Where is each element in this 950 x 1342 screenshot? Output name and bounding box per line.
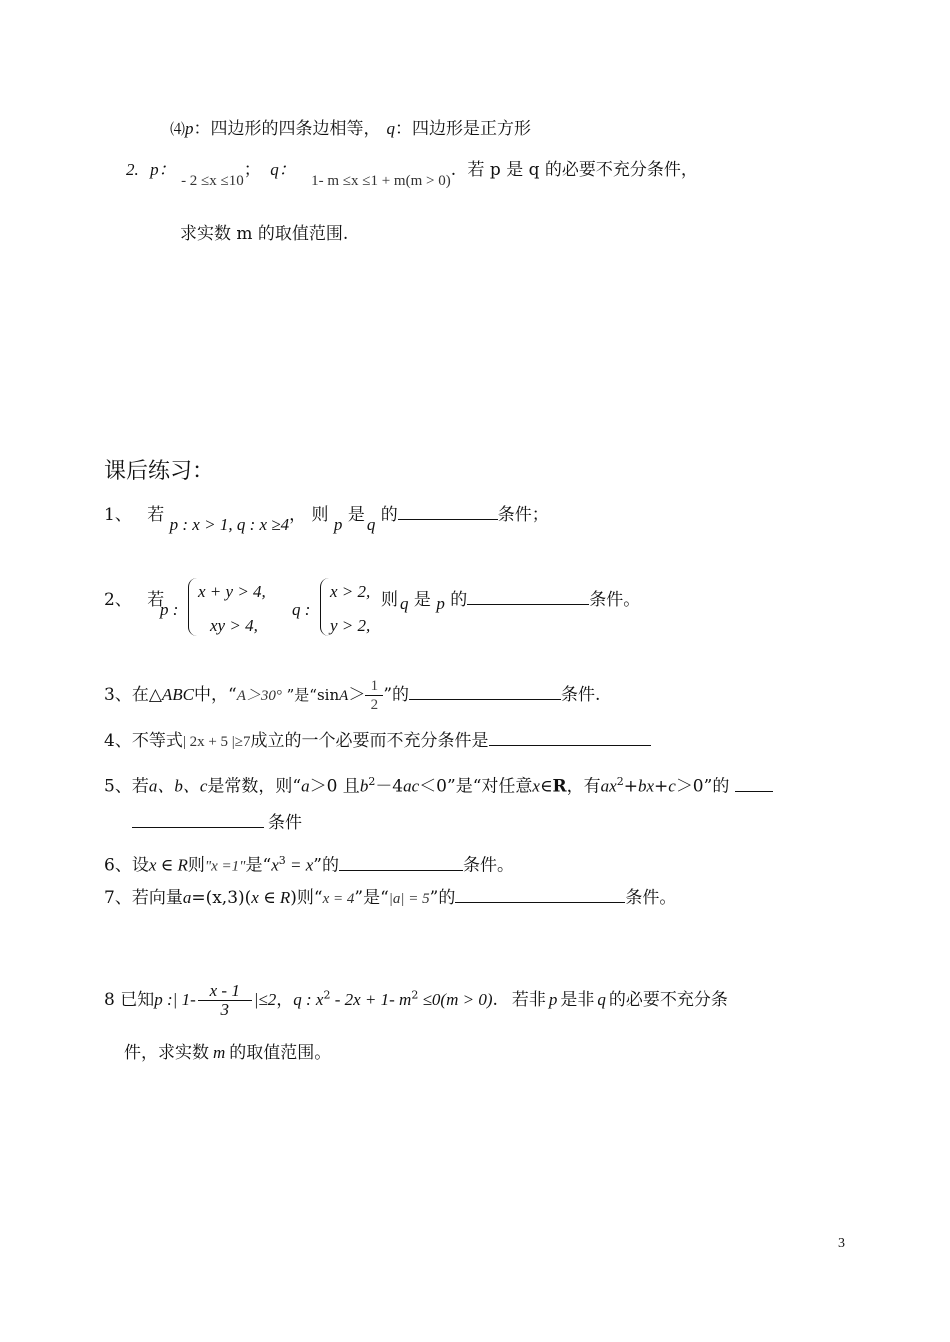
e5-abc: a、b、c xyxy=(148,776,208,796)
e7-expr3: |a| = 5 xyxy=(388,891,430,907)
e5-text-d: －4 xyxy=(375,776,404,797)
q2-p-expr: - 2 ≤x ≤10 xyxy=(181,173,244,189)
exercise-7 xyxy=(104,886,676,911)
e8-after-frac: |≤2 xyxy=(253,990,277,1009)
q2-q-expr: 1- m ≤x ≤1 + m(m > 0) xyxy=(311,173,451,189)
e3-frac-num: 1 xyxy=(370,678,379,694)
e2-head xyxy=(104,588,164,612)
e3-tail: 条件. xyxy=(561,685,601,705)
q4-colon: ： xyxy=(193,119,211,139)
e2-blank xyxy=(467,588,589,605)
e1-shi: 是 xyxy=(347,505,365,525)
e7-text-d: ”是“ xyxy=(354,888,389,908)
e8-q-rest: - 2x + 1- m xyxy=(330,990,412,1009)
e1-tail: 条件； xyxy=(497,505,549,525)
e2-shi: 是 xyxy=(413,590,431,610)
e5-text-a: 5、若 xyxy=(104,776,149,797)
e6-tail: 条件。 xyxy=(462,855,514,876)
e8-text-a: 8 已知 xyxy=(104,990,155,1010)
e8-p: p xyxy=(548,990,558,1009)
q4-line xyxy=(170,117,531,141)
e5-text-g: ，有 xyxy=(566,776,601,797)
e7-expr2: x = 4 xyxy=(322,891,355,907)
e5-c: c xyxy=(668,776,676,796)
e5-text-c: ＞0 且 xyxy=(309,776,360,797)
e6-text-b: 则 xyxy=(187,855,205,876)
exercise-8 xyxy=(104,982,728,1019)
q2-sep: ； xyxy=(243,160,261,180)
e2-tail: 条件。 xyxy=(589,590,641,610)
e1-comma: ， xyxy=(289,505,307,525)
e6-expr1: x ∈ R xyxy=(148,855,188,875)
e8-text-c: 是非 xyxy=(560,990,595,1010)
exercise-5-line-2 xyxy=(132,811,302,835)
e7-text-a: 7、若向量 xyxy=(104,888,183,908)
e7-expr1: x ∈ R xyxy=(251,888,291,907)
e8-comma: ， xyxy=(276,990,294,1010)
e5-x: x xyxy=(532,776,540,796)
e2-de: 的 xyxy=(450,590,468,610)
e5-b: b xyxy=(359,776,369,796)
e5-blank-1 xyxy=(735,775,773,792)
e5-text-f: ∈ xyxy=(539,776,553,797)
e1-blank xyxy=(398,503,498,520)
e1-expr: p : x > 1, q : x ≥4 xyxy=(169,515,290,534)
e6-expr2: "x =1" xyxy=(204,858,246,875)
e5-text-h: + xyxy=(623,776,638,797)
e4-text-a: 4、不等式 xyxy=(104,731,183,751)
e8-fraction xyxy=(198,982,252,1019)
e3-a-cond: A＞30° xyxy=(236,688,282,704)
e8-sup: 2 xyxy=(323,988,331,1002)
e8-frac-den: 3 xyxy=(220,1000,229,1019)
e8-q-expr: q : x xyxy=(293,990,324,1009)
e2-q: q xyxy=(400,594,409,613)
exercise-5 xyxy=(104,770,773,799)
e2-p: p xyxy=(436,594,445,613)
e5-sq2: 2 xyxy=(616,775,624,788)
e6-text-d: ”的 xyxy=(313,855,339,876)
q2-q-label: q： xyxy=(270,160,296,179)
e2-q-line2: y > 2, xyxy=(330,616,371,635)
e8-sup2: 2 xyxy=(411,988,419,1002)
e8-dot: . xyxy=(492,990,498,1010)
q2-dot: . xyxy=(450,160,457,180)
e6-sup: 3 xyxy=(278,854,286,867)
e2-tail-line xyxy=(381,588,640,612)
e3-blank xyxy=(409,683,561,700)
e5-a: a xyxy=(301,776,310,796)
e3-gt: ＞ xyxy=(348,685,366,705)
q2-line2: 求实数 m 的取值范围. xyxy=(180,224,349,244)
e8-line2-a: 件，求实数 xyxy=(124,1043,209,1063)
q2-line xyxy=(126,158,698,189)
e8-q: q xyxy=(597,990,606,1009)
e8-m: m xyxy=(213,1043,226,1062)
e1-q: q xyxy=(366,515,376,534)
e7-blank xyxy=(455,886,625,903)
exercise-4 xyxy=(104,729,651,754)
e5-text-i: + xyxy=(654,776,669,797)
e4-text-b: 成立的一个必要而不充分条件是 xyxy=(250,731,489,751)
e5-blank-2 xyxy=(132,811,264,828)
e6-x: x xyxy=(271,855,279,875)
e1-de: 的 xyxy=(380,505,398,525)
e7-text-b: =(x,3)( xyxy=(191,888,252,908)
e3-frac-den: 2 xyxy=(370,697,379,713)
e8-text-b: 若非 xyxy=(511,990,546,1010)
e2-ruo: 若 xyxy=(147,590,165,610)
e5-bx: bx xyxy=(637,776,655,796)
e6-text-a: 6、设 xyxy=(104,855,149,876)
e5-text-b: 是常数，则“ xyxy=(207,776,302,797)
e5-text-j: ＞0”的 xyxy=(675,776,730,797)
q4-q-text: 四边形是正方形 xyxy=(412,119,532,139)
e2-q-label: q : xyxy=(292,600,311,619)
e8-line2-b: 的取值范围。 xyxy=(229,1043,332,1063)
q4-prefix: ⑷ xyxy=(170,120,186,138)
e3-text-b: 中，“ xyxy=(194,685,237,705)
e1-p: p xyxy=(333,515,343,534)
e8-text-d: 的必要不充分条 xyxy=(608,990,728,1010)
e3-abc: ABC xyxy=(161,685,194,704)
e2-p-label: p : xyxy=(160,600,179,619)
e3-text-a: 3、在△ xyxy=(104,685,162,705)
e8-p-expr: p :| 1- xyxy=(154,990,196,1009)
e6-blank xyxy=(339,854,463,871)
section-title: 课后练习： xyxy=(104,459,215,484)
e6-rest: = x xyxy=(285,855,314,875)
e1-num: 1、 xyxy=(104,505,132,525)
e6-text-c: 是“ xyxy=(245,855,272,876)
e2-q-line1: x > 2, xyxy=(330,582,371,601)
q4-q: q xyxy=(386,119,396,138)
q2-p-label: p： xyxy=(150,160,176,179)
q2-text: 若 p 是 q 的必要不充分条件， xyxy=(467,160,698,180)
e5-line2-tail: 条件 xyxy=(268,813,302,833)
e8-q-end: ≤0(m > 0) xyxy=(418,990,493,1009)
e2-q-brace xyxy=(320,578,329,636)
e4-blank xyxy=(489,729,651,746)
e2-p-line1: x + y > 4, xyxy=(198,582,266,601)
e3-fraction xyxy=(365,677,383,714)
exercise-6 xyxy=(104,849,514,879)
e7-tail: 条件。 xyxy=(625,888,677,908)
e7-text-c: )则“ xyxy=(290,888,323,908)
e5-text-e: ＜0”是“对任意 xyxy=(419,776,533,797)
e5-R: R xyxy=(552,776,567,797)
e2-ze: 则 xyxy=(381,590,398,610)
q4-p-text: 四边形的四条边相等， xyxy=(210,119,381,139)
q4-colon-2: ： xyxy=(395,119,413,139)
e5-ax: ax xyxy=(600,776,617,796)
e2-p-brace xyxy=(188,578,197,636)
e5-sq: 2 xyxy=(368,775,376,788)
e4-expr: | 2x + 5 |≥7 xyxy=(182,734,251,750)
e7-text-e: ”的 xyxy=(429,888,456,908)
exercise-8-line-2 xyxy=(124,1041,331,1065)
exercise-1 xyxy=(104,503,549,534)
exercise-3 xyxy=(104,677,600,714)
e1-ruo: 若 xyxy=(147,505,165,525)
e3-text-c: ”是“sin xyxy=(281,686,340,704)
e7-a: a xyxy=(182,888,192,907)
q2-line-2 xyxy=(180,222,348,246)
e3-text-d: ”的 xyxy=(383,685,410,705)
q4-p: p xyxy=(185,119,194,138)
e2-num: 2、 xyxy=(104,590,132,610)
q2-num: 2. xyxy=(126,160,139,179)
e3-a2: A xyxy=(339,688,349,704)
e5-ac: ac xyxy=(403,776,420,796)
e2-p-line2: xy > 4, xyxy=(210,616,258,635)
e1-ze: 则 xyxy=(311,505,329,525)
e8-frac-num: x - 1 xyxy=(209,981,240,1000)
page-number: 3 xyxy=(838,1236,845,1251)
